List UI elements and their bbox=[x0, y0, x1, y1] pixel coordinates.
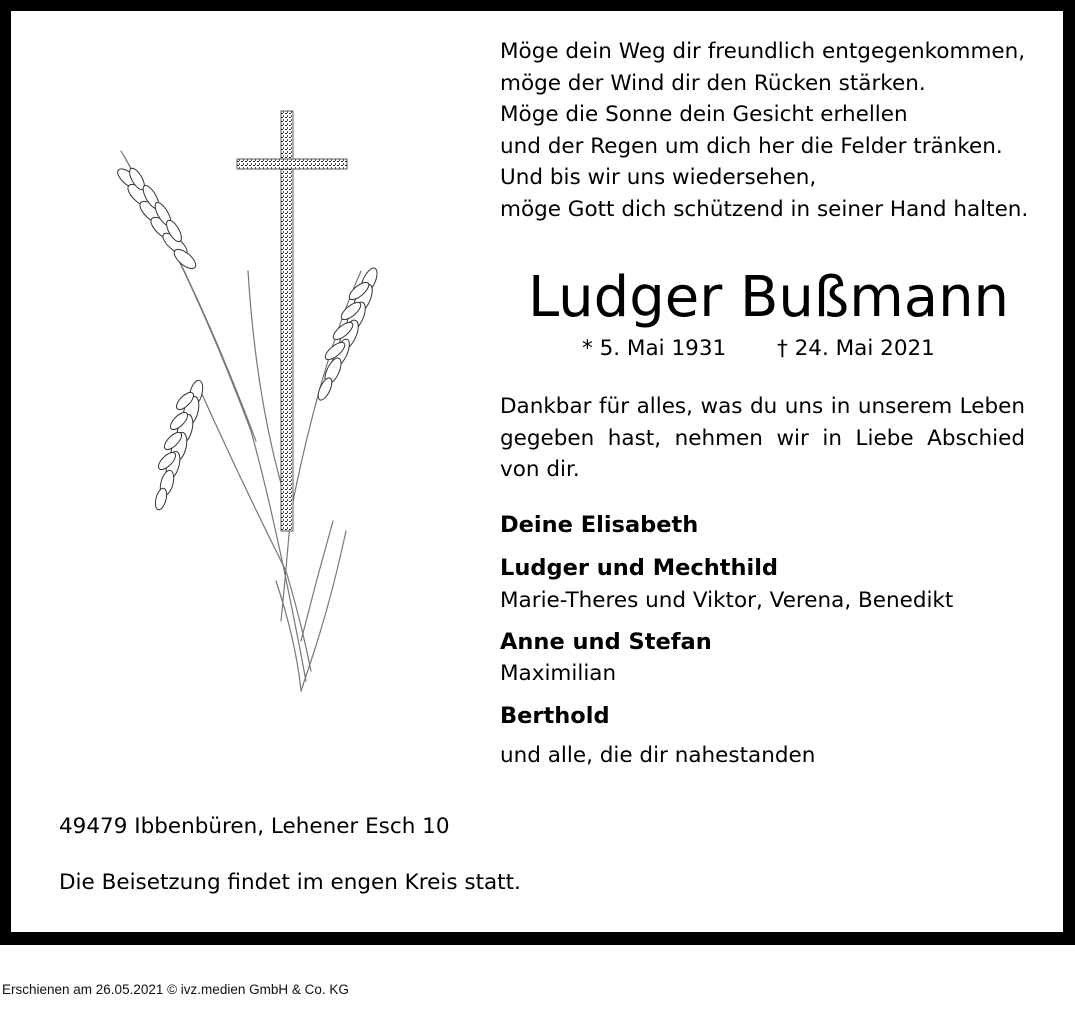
mourners-others: und alle, die dir nahestanden bbox=[500, 743, 816, 768]
address: 49479 Ibbenbüren, Lehener Esch 10 bbox=[59, 814, 450, 839]
poem bbox=[500, 36, 1040, 226]
mourner-name: Berthold bbox=[500, 703, 610, 729]
poem-line: und der Regen um dich her die Felder tränken. bbox=[500, 133, 1003, 159]
mourner-name: Anne und Stefan bbox=[500, 629, 712, 655]
death-date: † 24. Mai 2021 bbox=[777, 336, 935, 361]
poem-line: Möge dein Weg dir freundlich entgegenkommen, bbox=[500, 39, 1026, 64]
funeral-note: Die Beisetzung findet im engen Kreis statt. bbox=[59, 870, 521, 895]
publication-footer: Erschienen am 26.05.2021 © ivz.medien GmbH & Co. KG bbox=[2, 982, 349, 997]
cross-with-wheat-icon bbox=[101, 101, 431, 701]
mourner-name: Ludger und Mechthild bbox=[500, 555, 779, 581]
gratitude-text: Dankbar für alles, was du uns in unserem Leben gegeben hast, nehmen wir in Liebe Abschied von dir. bbox=[500, 394, 1025, 482]
deceased-name: Ludger Bußmann bbox=[527, 265, 1010, 330]
obituary-card bbox=[11, 11, 1063, 932]
poem-line: Und bis wir uns wiedersehen, bbox=[500, 165, 817, 191]
mourner-family: Marie-Theres und Viktor, Verena, Benedikt bbox=[500, 588, 954, 613]
poem-line: Möge die Sonne dein Gesicht erhellen bbox=[500, 102, 908, 128]
mourner-family: Maximilian bbox=[500, 661, 617, 686]
birth-date: * 5. Mai 1931 bbox=[582, 336, 727, 361]
poem-line: möge Gott dich schützend in seiner Hand halten. bbox=[500, 196, 1029, 222]
cross-icon bbox=[237, 111, 347, 531]
poem-line: möge der Wind dir den Rücken stärken. bbox=[500, 70, 926, 96]
mourner-name: Deine Elisabeth bbox=[500, 512, 699, 538]
